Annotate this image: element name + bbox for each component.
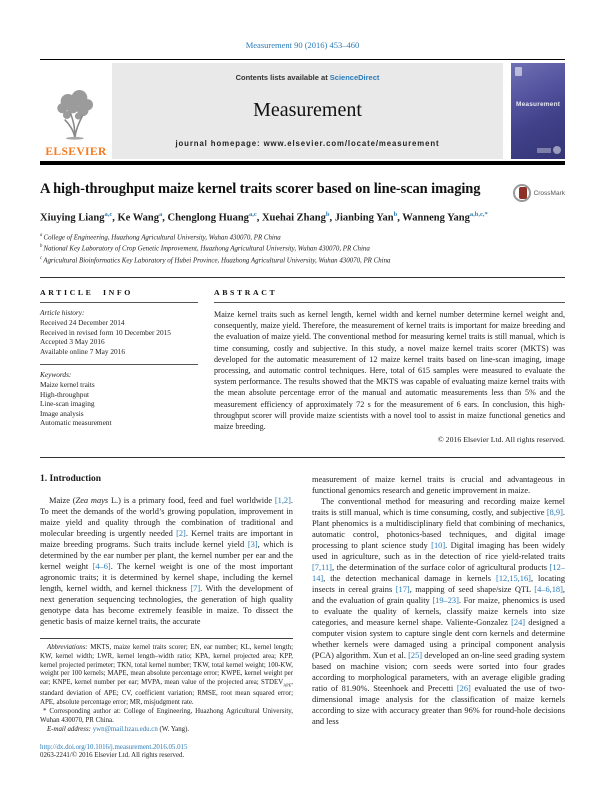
text-segment: a	[159, 211, 163, 218]
text-segment: c	[40, 256, 44, 262]
abstract-column	[214, 288, 565, 444]
keyword-item: High-throughput	[40, 389, 90, 399]
text-segment: , Wanneng Yang	[397, 212, 470, 224]
affiliation-b	[40, 242, 565, 254]
masthead-bottom-bar	[40, 161, 565, 165]
text-segment: b	[325, 211, 330, 218]
text-segment: . With the development of next generation sequencing technologies, the generation of high quality genotype data has become extremely feasible in maize. To dissect the genetic basis of maize kernel traits, the accurate	[40, 584, 293, 627]
text-segment: National Key Laboratory of Crop Genetic Improvement, Huazhong Agricultural University, Wuhan 430070, PR China	[43, 245, 370, 253]
email-note	[40, 726, 293, 735]
text-segment: L.) is a primary food, feed and fuel worldwide	[108, 496, 275, 506]
text-segment: The conventional method for measuring and recording maize kernel traits is still manual, which is time consuming, costly, and subjective	[312, 497, 565, 518]
keyword-item: Image analysis	[40, 408, 84, 418]
text-segment: , Ke Wang	[112, 212, 160, 224]
text-segment: developed an on-line seed grading system based on machine vision; corn seeds were sorted into four grades according to morphological parameters, with an average eligible grading ratio of 81.90%. Steenhoek and Precetti	[312, 651, 565, 694]
citation-ref[interactable]: [10]	[431, 541, 446, 551]
text-segment: MKTS, maize kernel traits scorer; EN, ear number; KL, kernel length; KW, kernel width; LWR, kernel length–width ratio; KPA, kernel projected area; KPP, kernel projected perimeter; TKN, total kernel number; TKW, total kernel weight; 100-KW, weight per 100 kernels; MAPE, mean absolute percentage error; KWPE, kernel weight per ear; KNPE, kernel number per ear; MVPA, mean value of the projected area; STDEV	[40, 644, 293, 686]
article-info-column	[40, 288, 198, 444]
text-segment: a,c	[104, 211, 113, 218]
text-segment: measurement of maize kernel traits is crucial and advantageous in functional genomics research and genetic improvement in maize.	[312, 475, 565, 496]
cover-footer-text	[537, 148, 551, 153]
elsevier-tree-icon	[53, 90, 99, 145]
citation-ref[interactable]: [1,2]	[274, 496, 291, 506]
text-segment: evaluated the use of two-dimensional image analysis for the classification of maize kernels according to size with accuracy greater than 96% for round-hole decisions and less	[312, 684, 566, 727]
cover-title: Measurement	[516, 101, 561, 108]
citation-ref[interactable]: [19–23]	[432, 596, 459, 606]
text-segment: , which is determined by the ear number per plant, the kernel number per ear and the kernel weight	[40, 540, 293, 572]
text-segment: , the determination of the surface color of agricultural products	[331, 563, 550, 573]
abbreviations-note	[40, 644, 293, 707]
text-segment: , the detection mechanical damage in kernels	[323, 574, 497, 584]
journal-masthead	[40, 63, 565, 159]
text-segment: . Digital imaging has been widely used in agriculture, such as in the detection of rice yield-related traits	[312, 541, 565, 562]
corresponding-author-note	[40, 708, 293, 725]
text-segment: E-mail address:	[47, 725, 91, 733]
text-segment: a,b,c,*	[469, 211, 488, 218]
text-segment: , locating insects in cereal grains	[312, 574, 566, 595]
intro-paragraph	[40, 495, 293, 627]
citation-ref[interactable]: [7]	[190, 584, 201, 594]
citation-ref[interactable]: [4–6]	[92, 562, 111, 572]
elsevier-logo	[40, 63, 112, 159]
affiliations	[40, 231, 565, 266]
abstract-copyright: © 2016 Elsevier Ltd. All rights reserved.	[437, 435, 565, 445]
citation-ref[interactable]: [17]	[395, 585, 410, 595]
history-received: Received 24 December 2014	[40, 318, 125, 328]
affiliation-a	[40, 231, 565, 243]
citation-ref[interactable]: [12,15,16]	[496, 574, 531, 584]
keyword-item: Line-scan imaging	[40, 399, 95, 409]
abstract-bottom-divider	[40, 457, 565, 458]
divider	[40, 302, 198, 303]
history-revised: Received in revised form 10 December 2015	[40, 327, 171, 337]
left-column	[40, 474, 293, 761]
abstract-text: Maize kernel traits such as kernel length, kernel width and kernel number determine kernel weight and, consequently, maize yield. Therefore, the measurement of kernel traits is important for maize breeding and the evaluation of maize yield. The conventional method for measuring kernel traits is still manual, which is time consuming, costly and subjective. In this study, a novel maize kernel traits scorer (MKTS) was developed for the automatic measurement of 12 maize kernel traits based on line-scan imaging, image processing, and automatic control techniques. Here, total of 615 samples were measured to evaluate the system performance. The results showed that the MKTS was capable of evaluating maize kernel traits with the mean absolute percentage error of the manual and automatic measurements less than 5% and the measurement efficiency of approximately 72 s for the measurement of 6 ears. In conclusion, this high-throughput scorer will provide maize scientists with a novel tool to assist in maize functional genetics and maize breeding.	[214, 309, 565, 431]
intro-paragraph-2	[312, 496, 565, 727]
crossmark-badge[interactable]	[513, 181, 565, 202]
top-divider	[40, 59, 565, 60]
text-segment: * Corresponding author at: College of Engineering, Huazhong Agricultural University, Wuhan 430070, PR China.	[40, 708, 293, 725]
inline-link[interactable]: ywn@mail.hzau.edu.cn	[92, 725, 158, 733]
history-online: Available online 7 May 2016	[40, 346, 125, 356]
text-segment: designed a computer vision system to capture single dent corn kernels and determine whether kernels were damaged using a principal component analysis (PCA) algorithm. Xun et al.	[312, 618, 565, 661]
running-citation: Measurement 90 (2016) 453–460	[245, 40, 360, 50]
section-1-heading: 1. Introduction	[40, 474, 102, 485]
article-title: A high-throughput maize kernel traits scorer based on line-scan imaging	[40, 181, 481, 197]
text-segment: , mapping of seed shape/size QTL	[409, 585, 535, 595]
citation-ref[interactable]: [3]	[247, 540, 258, 550]
text-segment: , standard deviation of APE; CV, coefficient variation; RMSE, root mean squared error; APE, absolute percentage error; MR, misjudgment rate.	[40, 678, 293, 706]
doi-link[interactable]: http://dx.doi.org/10.1016/j.measurement.2016.05.015	[40, 743, 188, 751]
journal-banner	[112, 63, 503, 159]
text-segment: . The kernel weight is one of the most important agronomic traits; it is determined by kernel shape, including the kernel length, kernel width, and kernel thickness	[40, 562, 293, 594]
cover-logo-mark	[515, 67, 522, 76]
inline-link[interactable]: ScienceDirect	[329, 73, 380, 82]
text-segment: b	[393, 211, 398, 218]
elsevier-wordmark: ELSEVIER	[45, 146, 107, 158]
title-divider	[40, 277, 565, 278]
text-segment: . Plant phenomics is a multidisciplinary field that combining of mechanics, automatic control, photonics-based techniques, and digital image processing to plant science study	[312, 508, 565, 551]
journal-cover-thumbnail	[511, 63, 565, 159]
text-segment: Contents lists available at	[235, 73, 330, 82]
text-segment: Xiuying Liang	[40, 212, 105, 224]
right-column	[312, 474, 565, 761]
text-segment: b	[40, 244, 44, 250]
keywords-label: Keywords:	[40, 370, 72, 380]
citation-ref[interactable]: [25]	[408, 651, 423, 661]
text-segment: . For maize, phenomics is used to evaluate the quality of kernels, classify maize kernels into size categories, and measure kernel shape. Valiente-Gonzalez	[312, 596, 565, 628]
intro-paragraph-continued	[312, 474, 565, 496]
text-segment: College of Engineering, Huazhong Agricultural University, Wuhan 430070, PR China	[43, 233, 281, 241]
text-segment: Zea mays	[75, 496, 109, 506]
citation-ref[interactable]: [24]	[511, 618, 526, 628]
divider	[40, 364, 198, 365]
text-segment: , Xuehai Zhang	[256, 212, 326, 224]
citation-ref[interactable]: [7,11]	[312, 563, 332, 573]
author-line	[40, 211, 565, 224]
text-segment: , Jianbing Yan	[329, 212, 394, 224]
citation-ref[interactable]: [12–14]	[312, 563, 565, 584]
citation-ref[interactable]: [8,9]	[546, 508, 563, 518]
journal-name: Measurement	[253, 99, 362, 121]
affiliation-c	[40, 254, 565, 266]
article-info-heading: ARTICLE INFO	[40, 287, 133, 297]
text-segment: APE	[283, 682, 292, 688]
cover-footer-seal	[553, 146, 561, 154]
divider	[214, 302, 565, 303]
history-label: Article history:	[40, 308, 85, 318]
text-segment: Agricultural Bioinformatics Key Laboratory of Hubei Province, Huazhong Agricultural University, Wuhan 430070, PR China	[43, 257, 391, 265]
contents-list-line	[116, 73, 499, 82]
text-segment: Maize (	[49, 496, 76, 506]
abstract-heading: ABSTRACT	[214, 287, 278, 297]
footnote-block	[40, 638, 293, 734]
text-segment: a	[40, 232, 44, 238]
issn-copyright-line: 0263-2241/© 2016 Elsevier Ltd. All rights reserved.	[40, 752, 185, 760]
journal-homepage-link[interactable]: journal homepage: www.elsevier.com/locate/measurement	[175, 139, 440, 148]
doi-block	[40, 744, 293, 762]
keyword-item: Maize kernel traits	[40, 380, 95, 390]
text-segment: , Chenglong Huang	[162, 212, 249, 224]
history-accepted: Accepted 3 May 2016	[40, 337, 105, 347]
text-segment: a,c	[248, 211, 257, 218]
crossmark-icon	[513, 184, 531, 202]
text-segment: , and the evaluation of grain quality	[312, 585, 565, 606]
crossmark-label: CrossMark	[533, 189, 565, 197]
text-segment: Abbreviations:	[47, 644, 88, 652]
keyword-item: Automatic measurement	[40, 418, 112, 428]
citation-ref[interactable]: [26]	[456, 684, 471, 694]
text-segment: (W. Yang).	[157, 725, 190, 733]
text-segment: . To meet the demands of the world’s growing population, improvement in maize yield and quality through the combination of traditional and molecular breeding is urgently needed	[40, 496, 293, 539]
citation-ref[interactable]: [4–6,18]	[534, 585, 563, 595]
text-segment: . Kernel traits are important in maize breeding programs. Such traits include kernel yield	[40, 529, 293, 550]
citation-ref[interactable]: [2]	[176, 529, 186, 539]
